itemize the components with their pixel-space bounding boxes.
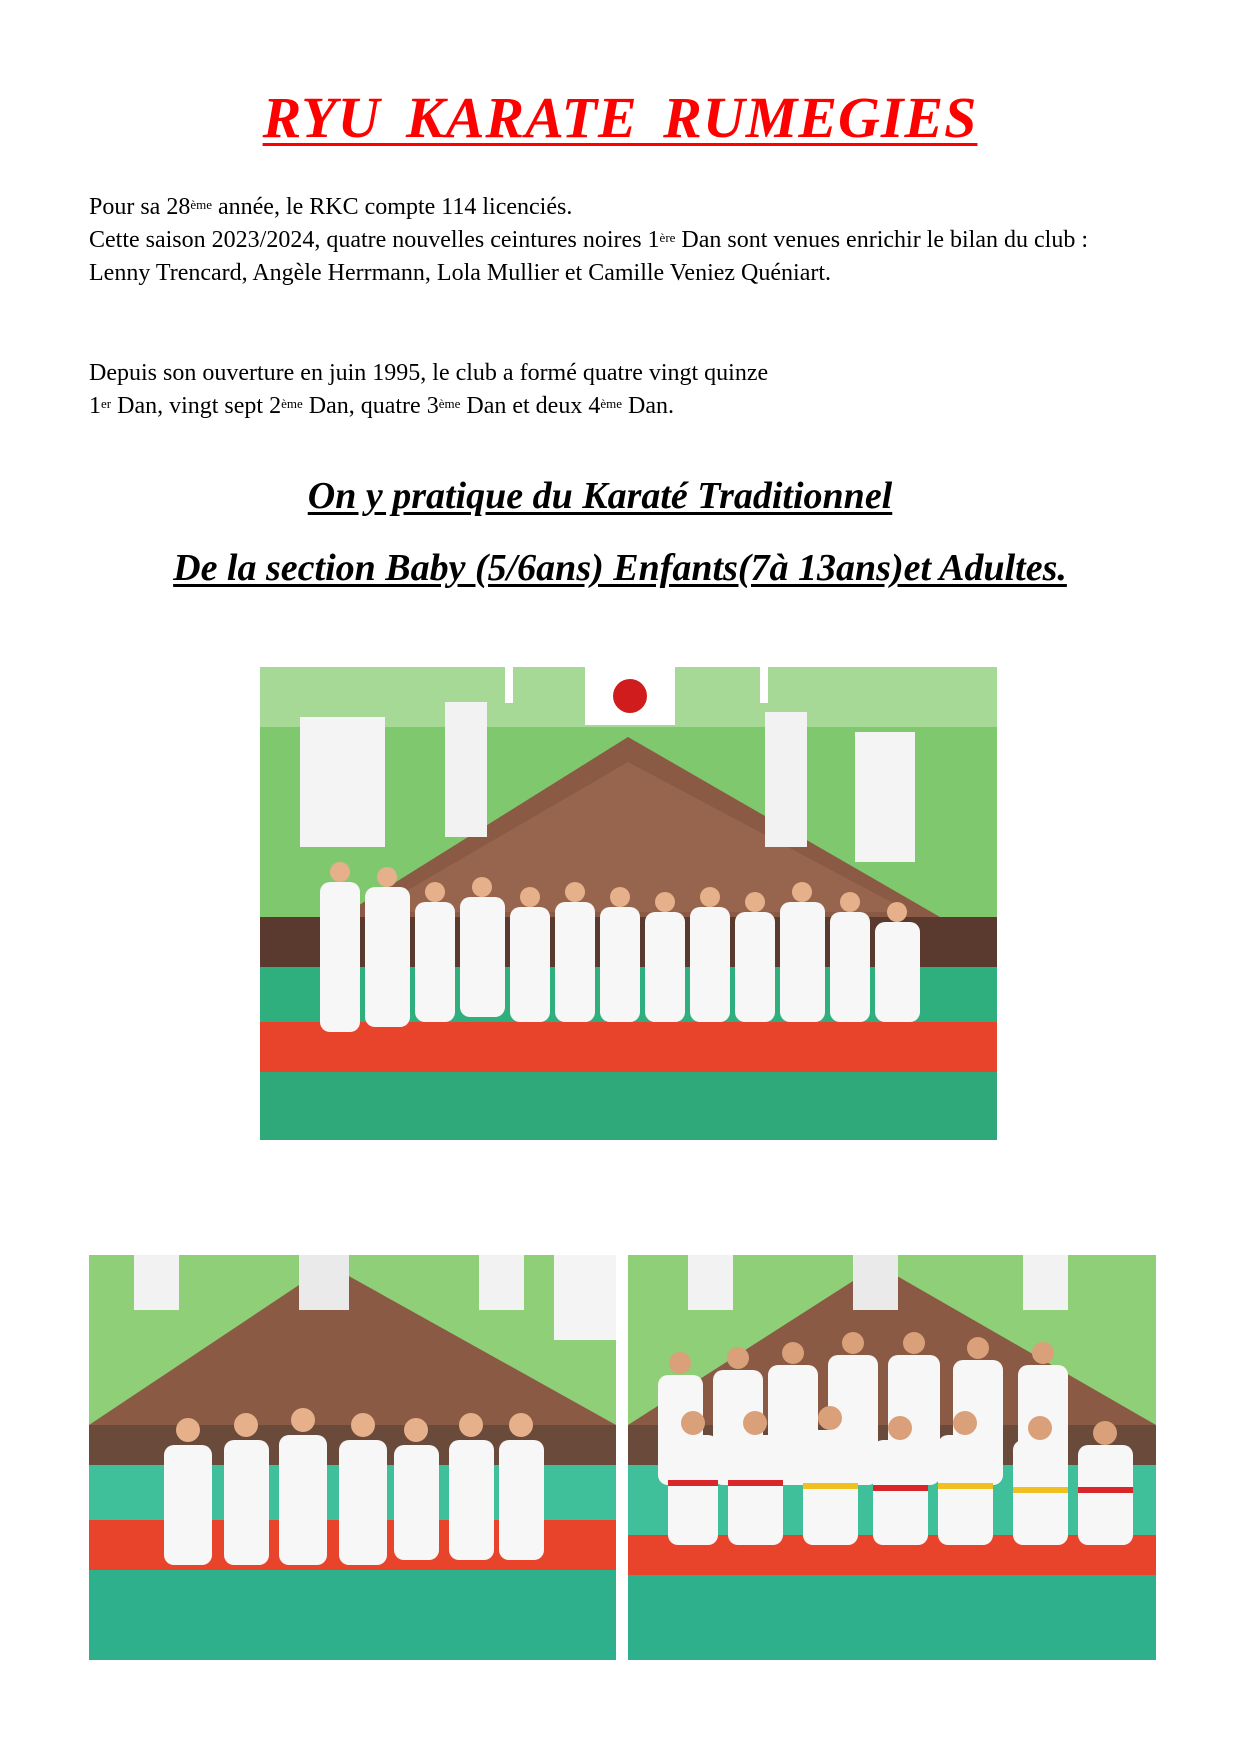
intro-line1-sup: ème [190,197,212,212]
group-photo-all [260,667,997,1140]
photo-children-section [628,1255,1156,1660]
history-sup-1: er [101,396,112,411]
history-text-d: Dan et deux 4 [460,393,601,419]
history-text-a: 1 [89,393,101,419]
subtitle-traditional-karate: On y pratique du Karaté Traditionnel [307,475,893,517]
history-line1: Depuis son ouverture en juin 1995, le club a formé quatre vingt quinze [89,360,769,386]
history-text-e: Dan. [621,393,674,419]
intro-line2-text-end: Dan sont venues enrichir le bilan du club : [675,227,1088,253]
intro-line2-sup: ère [659,230,676,245]
intro-line1-text: Pour sa 28 [89,194,191,220]
intro-line1-text-end: année, le RKC compte 114 licenciés. [212,194,573,220]
page-title: RYU KARATE RUMEGIES [262,85,978,150]
history-paragraph [89,357,1149,423]
history-sup-4: ème [600,396,622,411]
history-text-c: Dan, quatre 3 [302,393,439,419]
history-sup-3: ème [438,396,461,411]
intro-line2-text: Cette saison 2023/2024, quatre nouvelles ceintures noires 1 [89,227,660,253]
intro-paragraph [89,191,1149,290]
history-sup-2: ème [281,396,303,411]
photo-baby-section [89,1255,616,1660]
subtitle-sections: De la section Baby (5/6ans) Enfants(7à 13ans)et Adultes. [173,547,1067,589]
black-belt-names: Lenny Trencard, Angèle Herrmann, Lola Mullier et Camille Veniez Quéniart. [89,260,832,286]
history-text-b: Dan, vingt sept 2 [111,393,282,419]
